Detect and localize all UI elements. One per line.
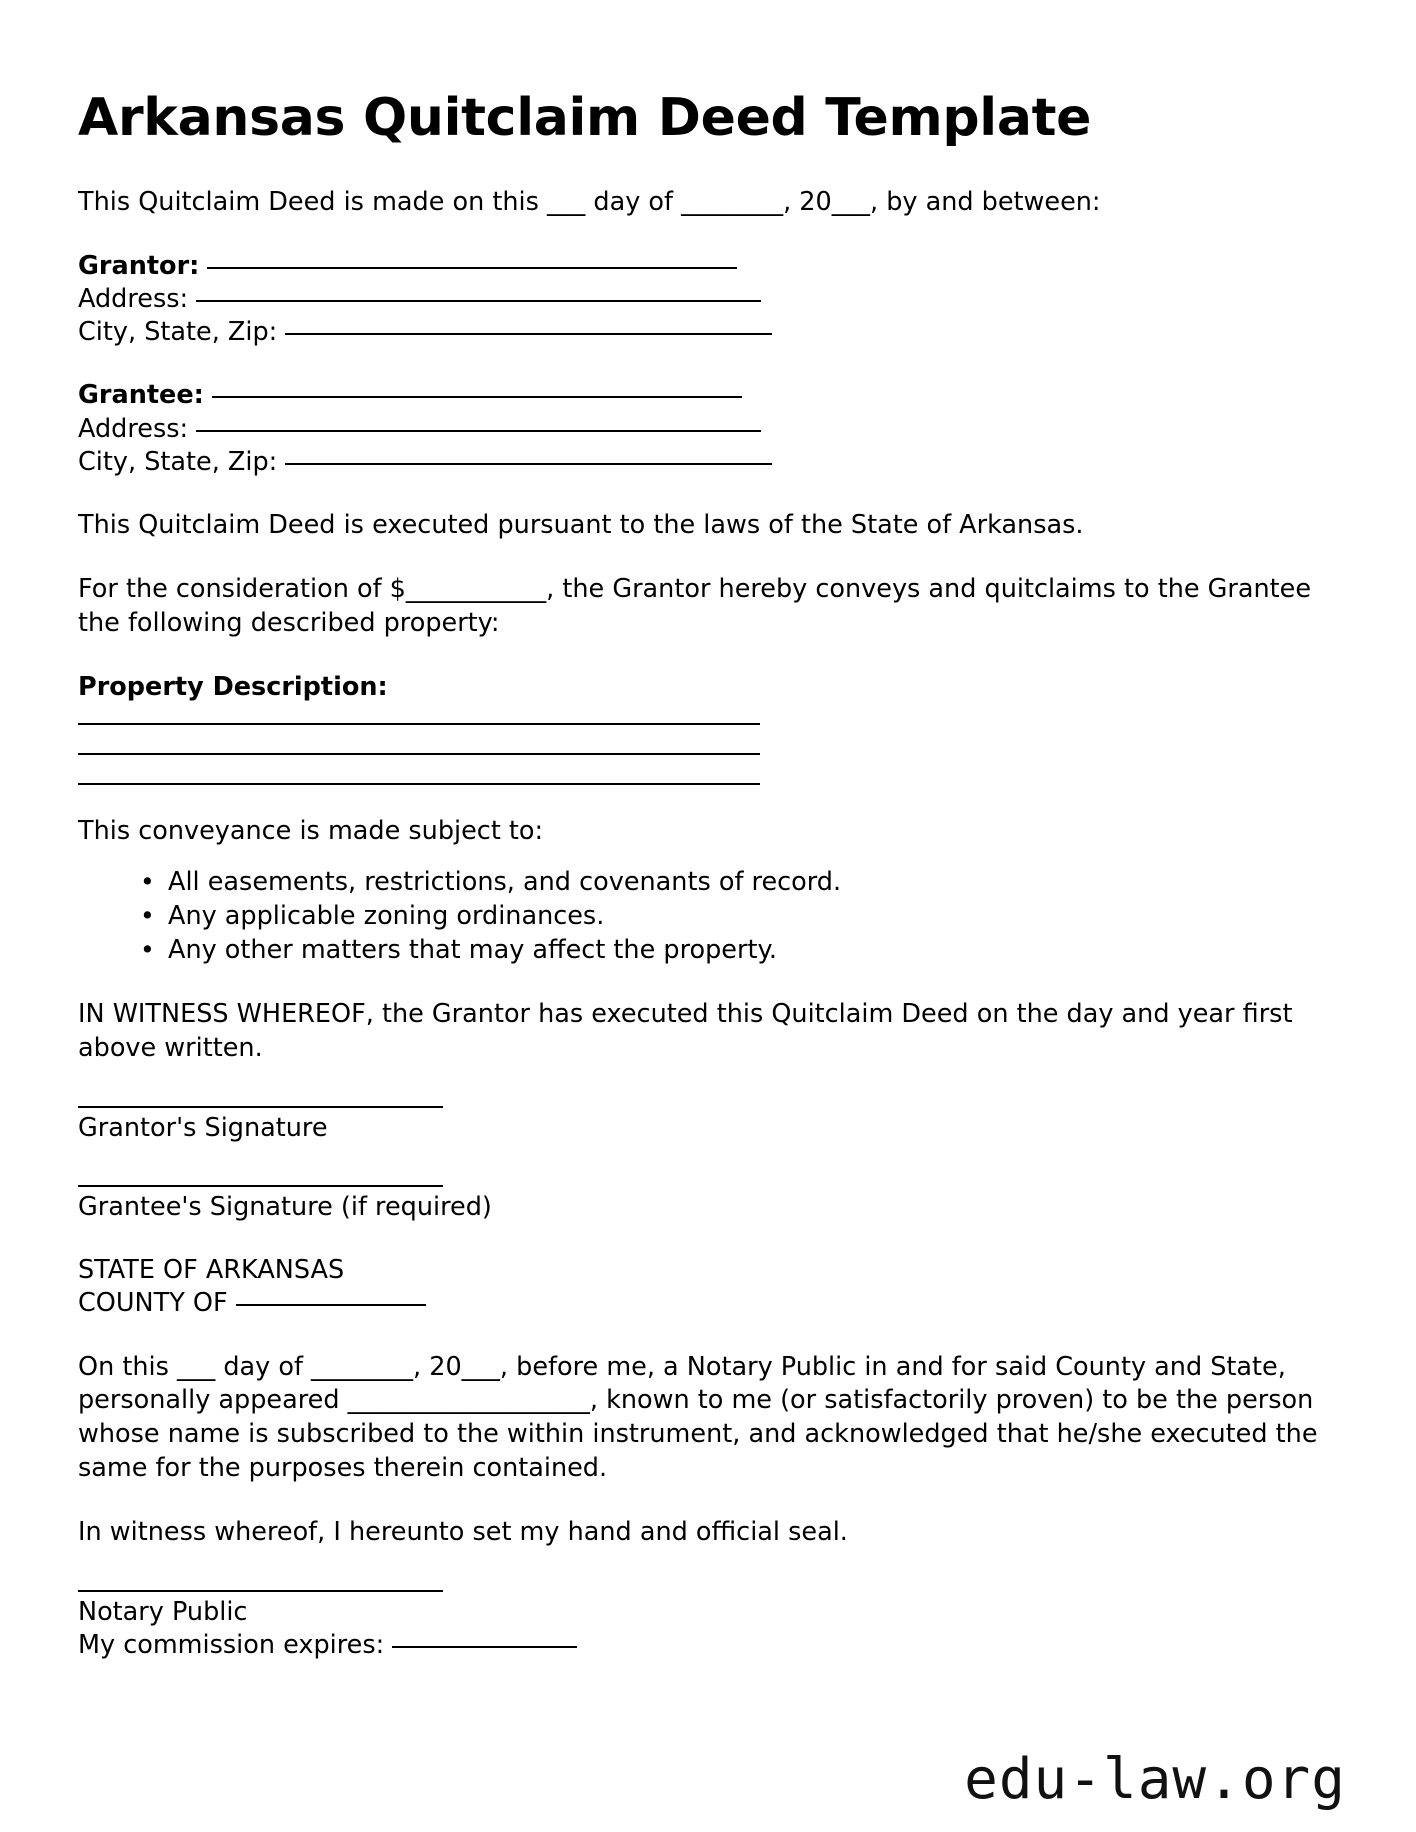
intro-paragraph: This Quitclaim Deed is made on this ___ day of ________, 20___, by and between: [78, 187, 1101, 218]
grantor-name-label: Grantor: [78, 251, 200, 282]
site-watermark: edu-law.org [964, 1747, 1346, 1812]
grantee-address-label: Address: [78, 413, 189, 444]
notary-signature-line[interactable] [78, 1590, 443, 1592]
witness-clause-paragraph: IN WITNESS WHEREOF, the Grantor has executed this Quitclaim Deed on the day and year first above written. [78, 999, 1293, 1064]
grantee-address-row [78, 413, 1338, 446]
notary-public-caption: Notary Public [78, 1597, 248, 1628]
grantor-citystatezip-label: City, State, Zip: [78, 317, 278, 348]
grantee-citystatezip-blank[interactable] [285, 463, 772, 465]
commission-expires-row [78, 1629, 1338, 1662]
county-blank[interactable] [236, 1304, 426, 1306]
subject-to-list [78, 866, 1338, 968]
grantor-address-label: Address: [78, 284, 189, 315]
grantor-citystatezip-row [78, 316, 1338, 349]
grantee-block [78, 379, 1338, 478]
grantor-citystatezip-blank[interactable] [285, 333, 772, 335]
grantor-block [78, 250, 1338, 349]
grantee-citystatezip-row [78, 446, 1338, 479]
grantor-address-row [78, 283, 1338, 316]
grantor-address-blank[interactable] [196, 300, 761, 302]
grantee-citystatezip-label: City, State, Zip: [78, 446, 278, 477]
page-title: Arkansas Quitclaim Deed Template [78, 88, 1092, 148]
list-item: • Any other matters that may affect the property. [140, 934, 1338, 968]
county-row [78, 1287, 1338, 1320]
grantee-name-blank[interactable] [212, 396, 742, 398]
property-description-heading: Property Description: [78, 671, 388, 702]
grantee-name-label: Grantee: [78, 380, 204, 411]
county-label: COUNTY OF [78, 1288, 228, 1319]
grantor-signature-line[interactable] [78, 1106, 443, 1108]
property-description-blank-line[interactable] [78, 723, 760, 725]
venue-block [78, 1254, 1338, 1320]
list-item: • Any applicable zoning ordinances. [140, 900, 1338, 934]
commission-expires-label: My commission expires: [78, 1630, 385, 1661]
grantor-name-blank[interactable] [207, 267, 737, 269]
grantor-name-row [78, 250, 1338, 283]
grantor-signature-block [78, 1106, 1338, 1145]
grantee-name-row [78, 379, 1338, 412]
grantee-signature-caption: Grantee's Signature (if required) [78, 1192, 492, 1223]
grantee-signature-block [78, 1185, 1338, 1224]
subject-to-intro: This conveyance is made subject to: [78, 815, 544, 846]
property-description-blank-line[interactable] [78, 753, 760, 755]
governing-law-paragraph: This Quitclaim Deed is executed pursuant to the laws of the State of Arkansas. [78, 509, 1084, 540]
notary-acknowledgement-paragraph: On this ___ day of ________, 20___, before me, a Notary Public in and for said County and State, personally appeared ___________________, known to me (or satisfactorily proven) to be the person whose name is subscribed to the within instrument, and acknowledged that he/she executed the same for the purposes therein contained. [78, 1351, 1318, 1484]
commission-expires-blank[interactable] [392, 1646, 577, 1648]
grantee-signature-line[interactable] [78, 1185, 443, 1187]
state-line: STATE OF ARKANSAS [78, 1255, 345, 1286]
consideration-paragraph: For the consideration of $___________, the Grantor hereby conveys and quitclaims to the Grantee the following described property: [78, 573, 1312, 638]
grantee-address-blank[interactable] [196, 430, 761, 432]
property-description-blanks [78, 723, 1338, 785]
list-item: • All easements, restrictions, and covenants of record. [140, 866, 1338, 900]
grantor-signature-caption: Grantor's Signature [78, 1112, 328, 1143]
notary-signature-block [78, 1590, 1338, 1662]
notary-seal-paragraph: In witness whereof, I hereunto set my hand and official seal. [78, 1517, 848, 1548]
